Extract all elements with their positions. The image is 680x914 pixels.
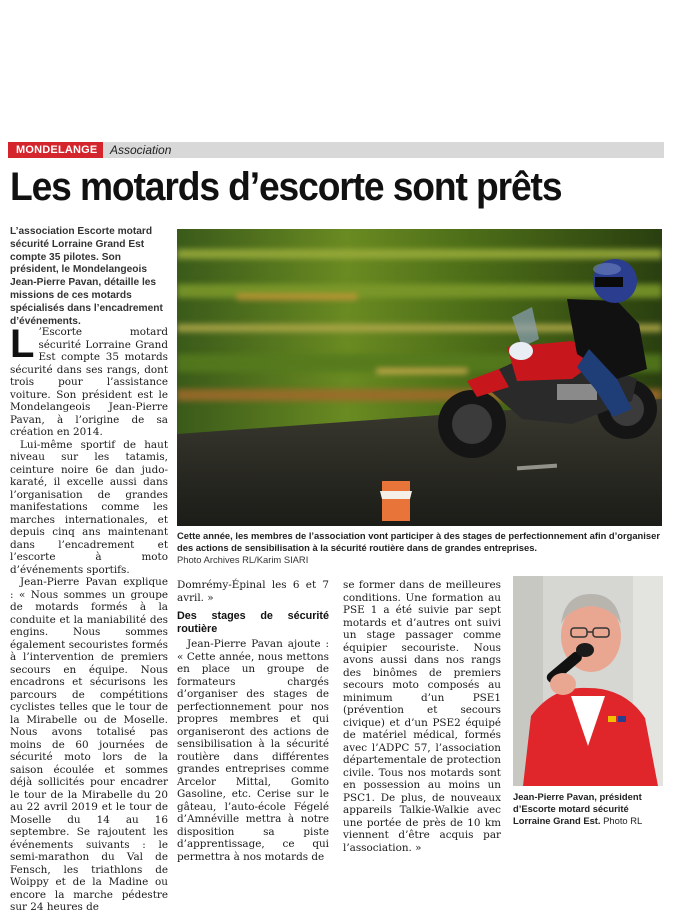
- traffic-cone: [382, 481, 410, 521]
- kicker-city: MONDELANGE: [8, 142, 103, 158]
- dropcap-letter: L: [10, 322, 35, 366]
- column-2-paragraph-1: Domrémy-Épinal les 6 et 7 avril. »: [177, 579, 329, 604]
- column-1-paragraph-2: Lui-même sportif de haut niveau sur les tatamis, ceinture noire 6e dan judo-karaté, il excelle aussi dans l’organisation de grandes manifestations comme les marches internationales, et depuis cinq ans maintenant dans l’encadrement et l’escorte à moto d’événements sportifs.: [10, 438, 168, 576]
- main-photo-caption: [177, 530, 663, 566]
- lead-paragraph: L’association Escorte motard sécurité Lorraine Grand Est compte 35 pilotes. Son président, le Mondelangeois Jean-Pierre Pavan, détaille les missions de ces motards spécialisés dans l’encadrement d’événements.: [10, 226, 163, 327]
- president-photo-caption: [513, 791, 665, 827]
- column-1-paragraph-3: Jean-Pierre Pavan explique : « Nous sommes un groupe de motards formés à la conduite et la maniabilité des engins. Nous sommes également secouristes formés à l’intervention de premiers secours en équipe. Nous encadrons et sécurisons les parcours de compétitions cyclistes telles que le tour de la Mirabelle ou de Moselle. Nous avons totalisé pas moins de 60 journées de sécurité moto lors de la saison écoulée et sommes déjà sollicités pour encadrer le tour de la Mirabelle du 20 au 22 avril 2019 et le tour de Moselle du 14 au 16 septembre. Se rajoutent les événements suivants : le semi-marathon du Val de Fensch, les triathlons de Woippy et de la Madine ou encore la marche pédestre sur 24 heures de: [10, 576, 168, 913]
- article-column-1: [10, 322, 168, 914]
- subhead-road-safety: Des stages de sécurité routière: [177, 610, 329, 635]
- kicker-rubric: Association: [110, 143, 172, 157]
- motorcyclist-photo-illustration: [177, 229, 662, 526]
- headline: Les motards d’escorte sont prêts: [10, 165, 562, 209]
- column-2-paragraph-2: Jean-Pierre Pavan ajoute : « Cette année, nous mettons en place un groupe de formateurs chargés d’organiser des stages de perfectionnement pour nos propres membres et qui organiseront des actions de sensibilisation à la sécurité routière dans différentes grandes entreprises comme Arcelor Mittal, Gomito Gasoline, etc. Cerise sur le gâteau, l’auto-école Fégelé d’Amnéville mettra à notre disposition sa piste d’apprentissage, ce qui permettra à nos motards de: [177, 638, 329, 863]
- column-1-paragraph-1: ’Escorte motard sécurité Lorraine Grand Est compte 35 motards sécurité dans ses rangs, dont trois pour l’assistance voiture. Son président est le Mondelangeois Jean-Pierre Pavan, à l’origine de sa création en 2014.: [10, 326, 168, 438]
- main-photo-caption-text: Cette année, les membres de l’association vont participer à des stages de perfectionnement afin d’organiser des actions de sensibilisation à la sécurité routière dans de grandes entreprises.: [177, 530, 660, 553]
- president-photo: [513, 576, 663, 786]
- main-photo-credit: Photo Archives RL/Karim SIARI: [177, 554, 309, 565]
- president-photo-credit: Photo RL: [603, 815, 643, 826]
- president-portrait-illustration: [513, 576, 663, 786]
- main-photo: [177, 229, 662, 526]
- column-3-paragraph-1: se former dans de meilleures conditions. Une formation au PSE 1 a été suivie par sept motards et d’autres ont suivi un stage passager comme équipier secouriste. Nous avons aussi dans nos rangs des binômes de premiers secours moto composés au minimum d’un PSE1 (prévention et secours civique) et d’un PSE2 équipé de matériel médical, formés avec l’ADPC 57, l’association départementale de protection civile. Tous nos motards sont en possession au moins un PSC1. De plus, de nouveaux appareils Talkie-Walkie avec une portée de près de 10 km viennent d’être acquis par l’association. »: [343, 579, 501, 854]
- article-column-3: [343, 579, 501, 854]
- kicker-bar: [8, 142, 664, 158]
- article-column-2: [177, 579, 329, 863]
- president-photo-caption-text: Jean-Pierre Pavan, président d’Escorte motard sécurité Lorraine Grand Est.: [513, 791, 642, 826]
